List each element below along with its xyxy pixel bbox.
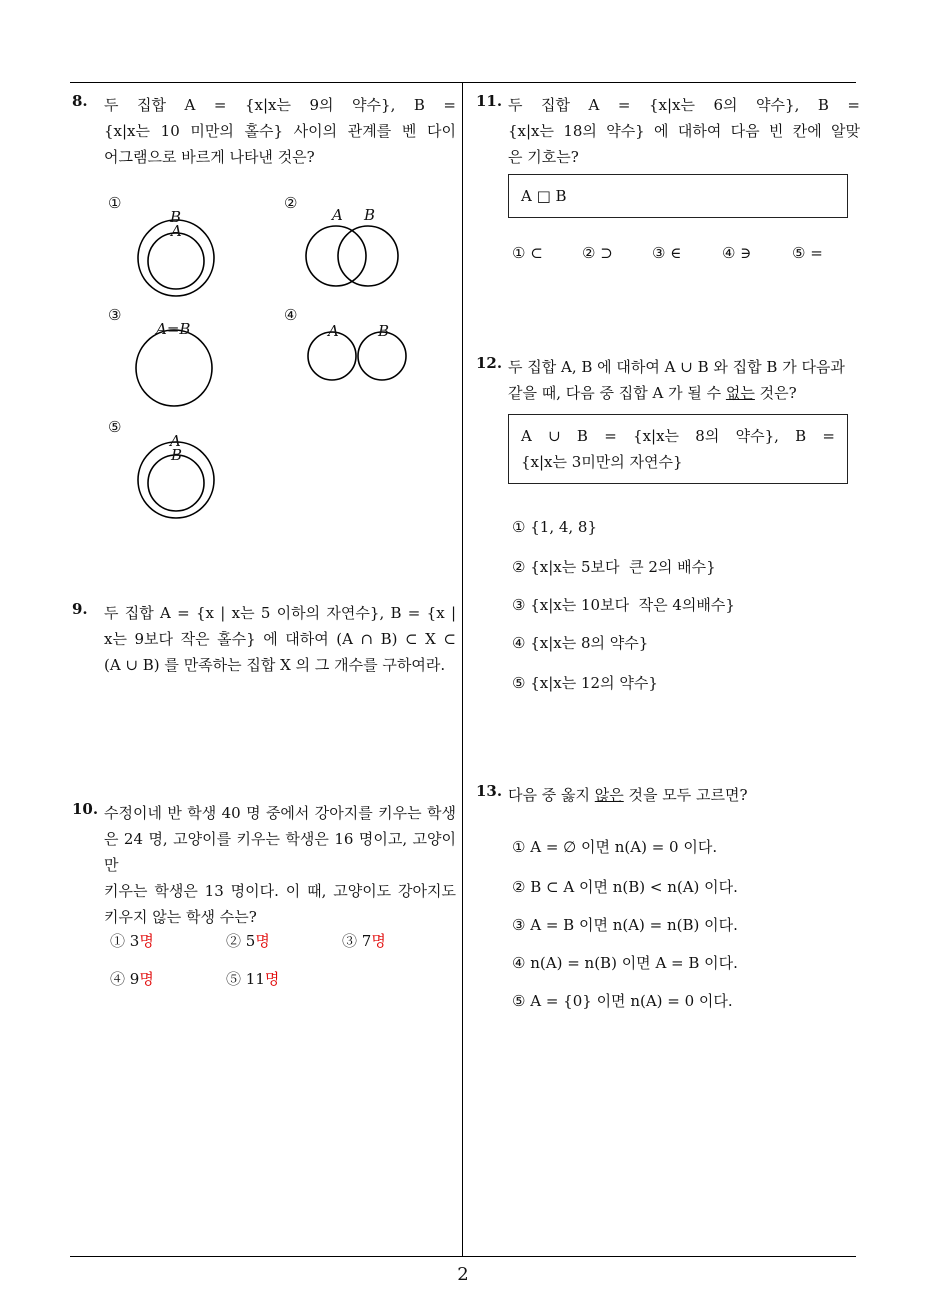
question-text: 다음 중 옳지 않은 것을 모두 고르면? xyxy=(508,786,748,804)
q12-option-3[interactable]: ③ {x|x는 10보다 작은 4의배수} xyxy=(512,596,735,614)
q10-option-4[interactable]: ④ 9명 xyxy=(110,970,154,988)
venn-label-outer: B xyxy=(170,208,182,226)
question-text: 두 집합 A = {x|x는 9의 약수}, B = {x|x는 10 미만의 홀수} 사이의 관계를 벤 다이 어그램으로 바르게 나타낸 것은? xyxy=(104,96,456,166)
question-text: 두 집합 A = {x | x는 5 이하의 자연수}, B = {x | x는 9보다 작은 홀수} 에 대하여 (A ∩ B) ⊂ X ⊂ (A ∪ B) 를 만족하는 집합 X 의 그 개수를 구하여라. xyxy=(104,604,456,674)
venn-label-inner: A xyxy=(171,222,182,240)
q11-option-1[interactable]: ① ⊂ xyxy=(512,244,543,262)
top-rule xyxy=(70,82,856,83)
q10-option-3[interactable]: ③ 7명 xyxy=(342,932,386,950)
q12-option-4[interactable]: ④ {x|x는 8의 약수} xyxy=(512,634,649,652)
question-number: 8. xyxy=(72,92,88,110)
venn-label-outer: A xyxy=(170,432,181,450)
question-text: 두 집합 A = {x|x는 6의 약수}, B = {x|x는 18의 약수} 에 대하여 다음 빈 칸에 알맞 은 기호는? xyxy=(508,96,860,166)
q12-box: A ∪ B = {x|x는 8의 약수}, B = {x|x는 3미만의 자연수} xyxy=(508,414,848,484)
venn-label-left: A xyxy=(332,206,343,224)
venn-diagram xyxy=(284,306,414,416)
q11-option-4[interactable]: ④ ∋ xyxy=(722,244,752,262)
option-mark: ② xyxy=(284,194,298,212)
question-number: 12. xyxy=(476,354,503,372)
venn-option-2[interactable] xyxy=(284,194,414,304)
option-mark: ③ xyxy=(108,306,122,324)
q10-option-5[interactable]: ⑤ 11명 xyxy=(226,970,280,988)
venn-option-5[interactable] xyxy=(108,418,238,528)
column-divider xyxy=(462,82,463,1257)
question-12 xyxy=(476,354,860,406)
question-number: 11. xyxy=(476,92,503,110)
venn-label-right: B xyxy=(378,322,390,340)
bottom-rule xyxy=(70,1256,856,1257)
question-number: 9. xyxy=(72,600,88,618)
question-13 xyxy=(476,782,860,808)
question-11 xyxy=(476,92,860,170)
option-mark: ④ xyxy=(284,306,298,324)
page-number: 2 xyxy=(457,1264,469,1285)
venn-label-right: B xyxy=(364,206,376,224)
venn-label: A=B xyxy=(156,320,191,338)
q13-option-3[interactable]: ③ A = B 이면 n(A) = n(B) 이다. xyxy=(512,916,738,934)
question-text: 수정이네 반 학생 40 명 중에서 강아지를 키우는 학생 은 24 명, 고양이를 키우는 학생은 16 명이고, 고양이만 키우는 학생은 13 명이다. 이 때, 고양이도 강아지도 키우지 않는 학생 수는? xyxy=(104,804,456,926)
underlined-word: 않은 xyxy=(594,786,624,804)
option-mark: ⑤ xyxy=(108,418,122,436)
q12-option-2[interactable]: ② {x|x는 5보다 큰 2의 배수} xyxy=(512,558,716,576)
q11-option-5[interactable]: ⑤ = xyxy=(792,244,823,262)
question-8 xyxy=(72,92,456,170)
q13-option-2[interactable]: ② B ⊂ A 이면 n(B) < n(A) 이다. xyxy=(512,878,738,896)
q10-option-1[interactable]: ① 3명 xyxy=(110,932,154,950)
underlined-word: 없는 xyxy=(725,384,755,402)
question-10 xyxy=(72,800,456,930)
q13-option-4[interactable]: ④ n(A) = n(B) 이면 A = B 이다. xyxy=(512,954,738,972)
q12-option-1[interactable]: ① {1, 4, 8} xyxy=(512,518,598,536)
venn-option-1[interactable] xyxy=(108,194,238,304)
venn-label-left: A xyxy=(328,322,339,340)
question-text: 두 집합 A, B 에 대하여 A ∪ B 와 집합 B 가 다음과 같을 때, 다음 중 집합 A 가 될 수 없는 것은? xyxy=(508,358,845,402)
question-number: 10. xyxy=(72,800,99,818)
q13-option-1[interactable]: ① A = ∅ 이면 n(A) = 0 이다. xyxy=(512,838,718,856)
q11-option-3[interactable]: ③ ∈ xyxy=(652,244,682,262)
q10-option-2[interactable]: ② 5명 xyxy=(226,932,270,950)
q11-box: A □ B xyxy=(508,174,848,218)
venn-diagram xyxy=(284,194,414,304)
question-number: 13. xyxy=(476,782,503,800)
q13-option-5[interactable]: ⑤ A = {0} 이면 n(A) = 0 이다. xyxy=(512,992,733,1010)
q11-option-2[interactable]: ② ⊃ xyxy=(582,244,613,262)
venn-option-3[interactable] xyxy=(108,306,238,416)
option-mark: ① xyxy=(108,194,122,212)
q12-option-5[interactable]: ⑤ {x|x는 12의 약수} xyxy=(512,674,658,692)
venn-option-4[interactable] xyxy=(284,306,414,416)
question-9 xyxy=(72,600,456,678)
venn-label-inner: B xyxy=(171,446,183,464)
